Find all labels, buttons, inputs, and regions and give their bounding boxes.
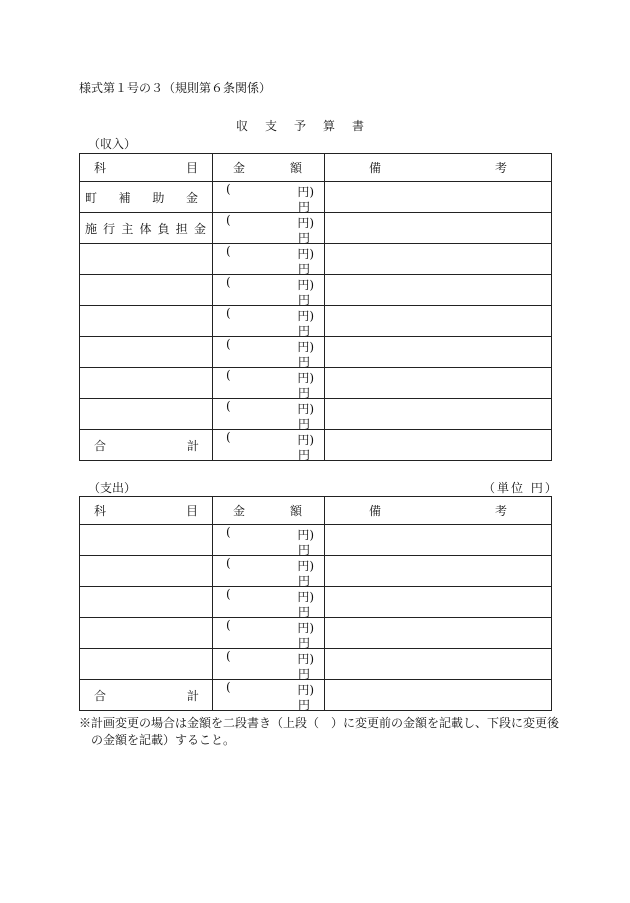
income-amount-cell[interactable] (213, 399, 325, 430)
income-amount-cell[interactable] (213, 306, 325, 337)
after-change-yen: 円 (297, 636, 310, 650)
income-amount-cell[interactable] (213, 244, 325, 275)
income-item-cell[interactable] (80, 337, 213, 368)
before-change-paren: ( (226, 244, 231, 258)
after-change-yen: 円 (297, 574, 310, 588)
income-remarks-cell[interactable] (325, 430, 552, 461)
table-row (80, 680, 552, 711)
income-item-cell[interactable] (80, 306, 213, 337)
footnote-line-1: ※計画変更の場合は金額を二段書き（上段（ ）に変更前の金額を記載し、下段に変更後 (79, 716, 560, 730)
form-label: 様式第１号の３（規則第６条関係） (79, 81, 272, 95)
income-item-cell[interactable] (80, 430, 213, 461)
income-item-cell[interactable] (80, 213, 213, 244)
income-table (79, 153, 552, 461)
expense-amount-cell[interactable] (213, 680, 325, 711)
expense-item-cell[interactable] (80, 525, 213, 556)
before-change-paren: ( (226, 213, 231, 227)
expense-remarks-cell[interactable] (325, 525, 552, 556)
before-change-paren: ( (226, 618, 231, 632)
table-row (80, 337, 552, 368)
income-item-cell[interactable] (80, 182, 213, 213)
income-item-cell[interactable] (80, 275, 213, 306)
table-row (80, 244, 552, 275)
before-change-yen: 円) (297, 621, 314, 635)
after-change-yen: 円 (297, 417, 310, 431)
before-change-yen: 円) (297, 309, 314, 323)
table-row (80, 649, 552, 680)
income-amount-cell[interactable] (213, 430, 325, 461)
before-change-paren: ( (226, 680, 231, 694)
expense-amount-cell[interactable] (213, 525, 325, 556)
expense-remarks-cell[interactable] (325, 556, 552, 587)
expense-header-kamoku: 科 目 (80, 497, 213, 525)
before-change-yen: 円) (297, 433, 314, 447)
expense-item-cell[interactable] (80, 680, 213, 711)
table-row (80, 587, 552, 618)
unit-note: （単位 円） (483, 481, 559, 495)
expense-amount-cell[interactable] (213, 587, 325, 618)
after-change-yen: 円 (297, 324, 310, 338)
before-change-yen: 円) (297, 528, 314, 542)
table-row (80, 182, 552, 213)
income-item-label: 合 計 (94, 438, 199, 453)
expense-remarks-cell[interactable] (325, 649, 552, 680)
expense-item-cell[interactable] (80, 587, 213, 618)
table-row (80, 306, 552, 337)
income-item-label: 町 補 助 金 (85, 190, 198, 205)
after-change-yen: 円 (297, 605, 310, 619)
income-header-biko: 備 考 (325, 154, 552, 182)
document-title: 収支予算書 (236, 119, 382, 133)
table-row (80, 399, 552, 430)
income-remarks-cell[interactable] (325, 244, 552, 275)
table-row (80, 430, 552, 461)
before-change-paren: ( (226, 275, 231, 289)
income-section-label: （収入） (88, 137, 137, 151)
table-row (80, 618, 552, 649)
before-change-yen: 円) (297, 371, 314, 385)
after-change-yen: 円 (297, 667, 310, 681)
table-row (80, 275, 552, 306)
before-change-paren: ( (226, 368, 231, 382)
income-amount-cell[interactable] (213, 368, 325, 399)
before-change-yen: 円) (297, 559, 314, 573)
after-change-yen: 円 (297, 200, 310, 214)
before-change-yen: 円) (297, 247, 314, 261)
expense-section-label: （支出） (88, 481, 137, 495)
before-change-paren: ( (226, 182, 231, 196)
before-change-yen: 円) (297, 590, 314, 604)
before-change-paren: ( (226, 649, 231, 663)
footnote-line-2: の金額を記載）すること。 (91, 733, 236, 747)
expense-item-cell[interactable] (80, 556, 213, 587)
income-amount-cell[interactable] (213, 275, 325, 306)
table-row (80, 213, 552, 244)
income-amount-cell[interactable] (213, 213, 325, 244)
income-amount-cell[interactable] (213, 337, 325, 368)
expense-amount-cell[interactable] (213, 556, 325, 587)
expense-amount-cell[interactable] (213, 618, 325, 649)
before-change-yen: 円) (297, 278, 314, 292)
income-remarks-cell[interactable] (325, 275, 552, 306)
table-row (80, 556, 552, 587)
before-change-yen: 円) (297, 652, 314, 666)
income-header-row (80, 154, 552, 182)
expense-remarks-cell[interactable] (325, 587, 552, 618)
income-header-kamoku: 科 目 (80, 154, 213, 182)
footnote (79, 715, 559, 749)
income-remarks-cell[interactable] (325, 213, 552, 244)
after-change-yen: 円 (297, 543, 310, 557)
after-change-yen: 円 (297, 293, 310, 307)
before-change-yen: 円) (297, 216, 314, 230)
after-change-yen: 円 (297, 698, 310, 712)
expense-item-cell[interactable] (80, 618, 213, 649)
income-remarks-cell[interactable] (325, 399, 552, 430)
income-amount-cell[interactable] (213, 182, 325, 213)
before-change-paren: ( (226, 306, 231, 320)
expense-item-cell[interactable] (80, 649, 213, 680)
income-item-label: 施 行 主 体 負 担 金 (85, 221, 206, 236)
expense-amount-cell[interactable] (213, 649, 325, 680)
before-change-yen: 円) (297, 402, 314, 416)
income-remarks-cell[interactable] (325, 337, 552, 368)
before-change-paren: ( (226, 525, 231, 539)
before-change-yen: 円) (297, 683, 314, 697)
table-row (80, 368, 552, 399)
after-change-yen: 円 (297, 386, 310, 400)
before-change-paren: ( (226, 587, 231, 601)
expense-header-kingaku: 金 額 (213, 497, 325, 525)
expense-header-biko: 備 考 (325, 497, 552, 525)
after-change-yen: 円 (297, 355, 310, 369)
income-remarks-cell[interactable] (325, 368, 552, 399)
after-change-yen: 円 (297, 448, 310, 462)
after-change-yen: 円 (297, 231, 310, 245)
expense-item-label: 合 計 (94, 688, 199, 703)
income-header-kingaku: 金 額 (213, 154, 325, 182)
expense-remarks-cell[interactable] (325, 618, 552, 649)
before-change-yen: 円) (297, 340, 314, 354)
expense-remarks-cell[interactable] (325, 680, 552, 711)
before-change-yen: 円) (297, 185, 314, 199)
before-change-paren: ( (226, 337, 231, 351)
income-item-cell[interactable] (80, 368, 213, 399)
income-item-cell[interactable] (80, 399, 213, 430)
after-change-yen: 円 (297, 262, 310, 276)
before-change-paren: ( (226, 399, 231, 413)
table-row (80, 525, 552, 556)
expense-header-row (80, 497, 552, 525)
before-change-paren: ( (226, 430, 231, 444)
before-change-paren: ( (226, 556, 231, 570)
income-item-cell[interactable] (80, 244, 213, 275)
income-remarks-cell[interactable] (325, 182, 552, 213)
expense-table (79, 496, 552, 711)
income-remarks-cell[interactable] (325, 306, 552, 337)
